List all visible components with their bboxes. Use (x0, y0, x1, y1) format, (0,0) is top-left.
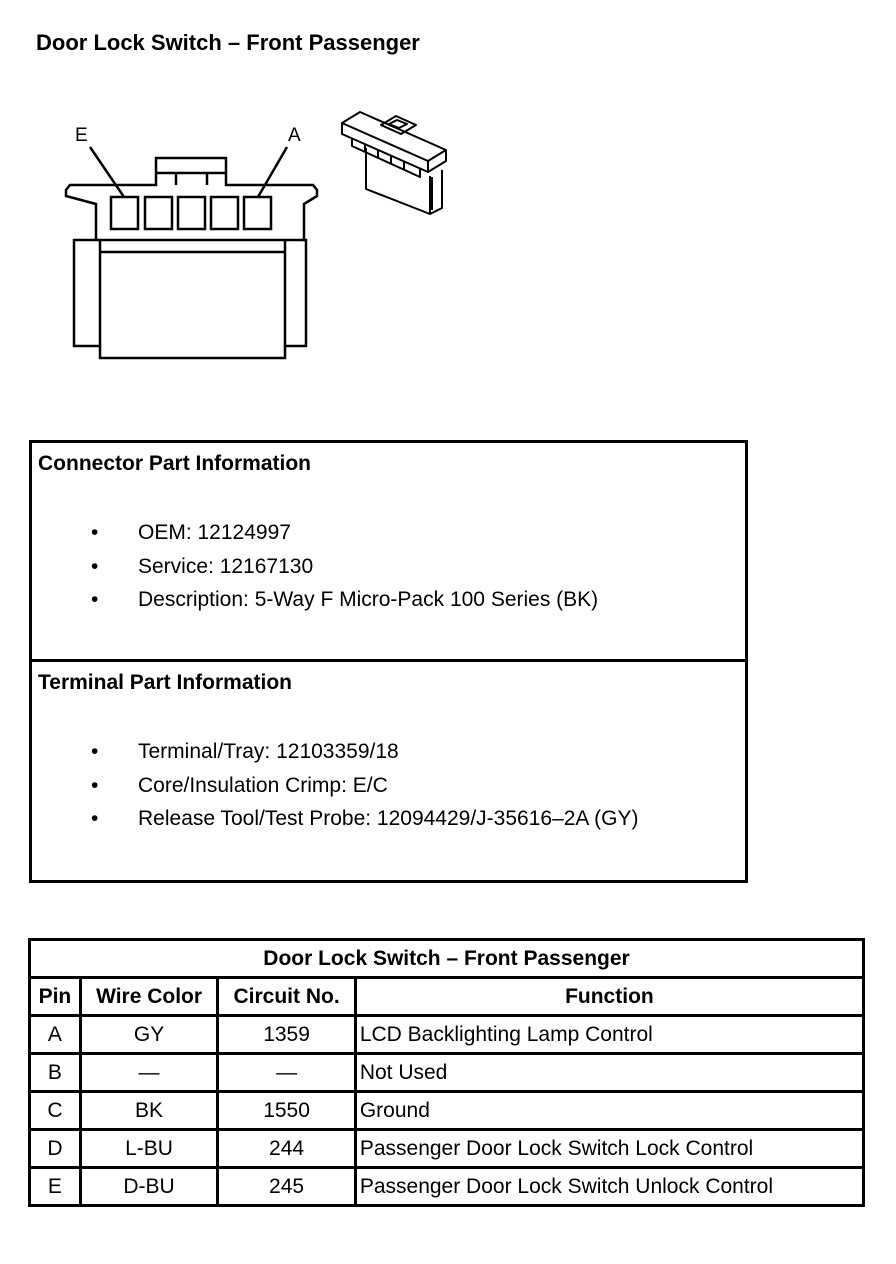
pin-cavity-b (211, 197, 238, 229)
connector-description: Description: 5-Way F Micro-Pack 100 Series (BK) (138, 588, 599, 611)
cell-pin: B (30, 1054, 81, 1092)
cell-function: Ground (355, 1092, 863, 1130)
cell-pin: E (30, 1168, 81, 1206)
bullet-icon: • (91, 521, 99, 544)
cell-wire-color: D-BU (80, 1168, 218, 1206)
cell-function: Passenger Door Lock Switch Unlock Control (355, 1168, 863, 1206)
table-row (30, 1092, 864, 1130)
cell-circuit: 1550 (218, 1092, 356, 1130)
pin-e-leader (90, 147, 124, 197)
cell-circuit: 1359 (218, 1016, 356, 1054)
page-title: Door Lock Switch – Front Passenger (36, 30, 420, 55)
bullet-icon: • (91, 740, 99, 763)
column-header-circuit: Circuit No. (218, 978, 356, 1016)
part-information-box (29, 440, 748, 883)
table-row (30, 1054, 864, 1092)
connector-isometric-view (342, 112, 446, 214)
cell-function: Not Used (355, 1054, 863, 1092)
cell-function: Passenger Door Lock Switch Lock Control (355, 1130, 863, 1168)
connector-face-view (66, 147, 317, 358)
cell-circuit: — (218, 1054, 356, 1092)
terminal-part-information (32, 662, 745, 880)
cell-pin: C (30, 1092, 81, 1130)
cell-wire-color: GY (80, 1016, 218, 1054)
connector-service: Service: 12167130 (138, 554, 314, 578)
iso-side-face (428, 150, 446, 172)
bullet-icon: • (91, 807, 99, 830)
bullet-icon: • (91, 554, 99, 578)
cell-wire-color: L-BU (80, 1130, 218, 1168)
connector-housing-outline (66, 158, 317, 358)
table-header-row (30, 978, 864, 1016)
table-row (30, 1130, 864, 1168)
table-row (30, 1016, 864, 1054)
column-header-wire-color: Wire Color (80, 978, 218, 1016)
terminal-tray: Terminal/Tray: 12103359/18 (138, 740, 399, 763)
bullet-icon: • (91, 773, 99, 797)
pin-cavity-d (145, 197, 172, 229)
pin-a-leader (258, 147, 287, 197)
connector-diagram (0, 0, 896, 420)
pin-table (28, 938, 865, 1207)
terminal-info-heading: Terminal Part Information (38, 671, 292, 694)
pin-table-title: Door Lock Switch – Front Passenger (30, 940, 864, 978)
cell-wire-color: BK (80, 1092, 218, 1130)
table-row (30, 1168, 864, 1206)
cell-function: LCD Backlighting Lamp Control (355, 1016, 863, 1054)
column-header-pin: Pin (30, 978, 81, 1016)
connector-info-heading: Connector Part Information (38, 452, 312, 475)
cell-pin: D (30, 1130, 81, 1168)
connector-oem: OEM: 12124997 (138, 521, 291, 544)
pin-label-a: A (288, 125, 301, 146)
table-title-row (30, 940, 864, 978)
connector-part-information (32, 443, 745, 662)
bullet-icon: • (91, 588, 99, 611)
pin-label-e: E (75, 125, 88, 146)
iso-latch (381, 116, 416, 134)
pin-cavity-a (244, 197, 271, 229)
pin-cavity-e (111, 197, 138, 229)
cell-wire-color: — (80, 1054, 218, 1092)
iso-top-face (342, 112, 446, 161)
cell-pin: A (30, 1016, 81, 1054)
pin-cavity-c (178, 197, 205, 229)
cell-circuit: 245 (218, 1168, 356, 1206)
cell-circuit: 244 (218, 1130, 356, 1168)
terminal-release-tool: Release Tool/Test Probe: 12094429/J-35616–2A (GY) (138, 807, 639, 830)
terminal-crimp: Core/Insulation Crimp: E/C (138, 773, 388, 797)
column-header-function: Function (355, 978, 863, 1016)
